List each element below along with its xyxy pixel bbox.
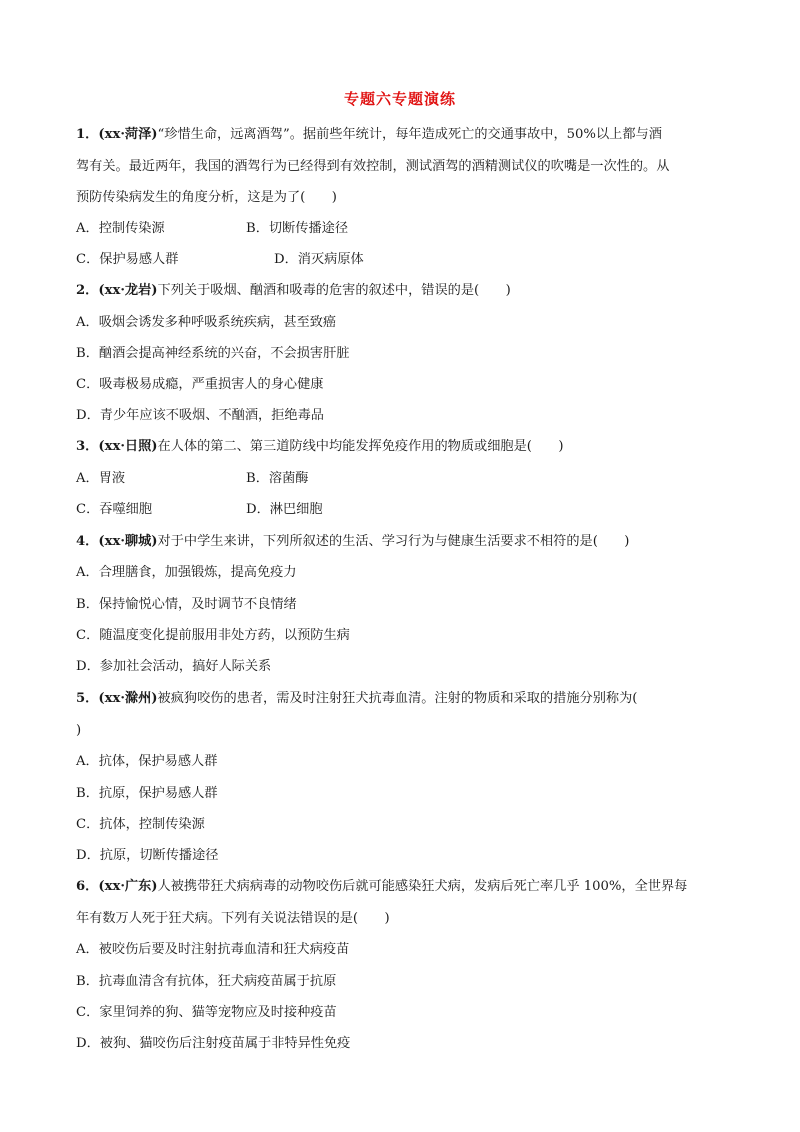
question-4-option-b: B．保持愉悦心情，及时调节不良情绪 [76, 597, 297, 612]
question-number: 1． [76, 127, 99, 142]
question-3-option-d: D．淋巴细胞 [246, 502, 323, 517]
question-1-line-1 [76, 126, 736, 144]
question-6-option-d: D．被狗、猫咬伤后注射疫苗属于非特异性免疫 [76, 1036, 351, 1051]
question-1-option-a: A．控制传染源 [76, 221, 165, 236]
question-4-option-a: A．合理膳食，加强锻炼，提高免疫力 [76, 565, 297, 580]
question-source: (xx·日照) [98, 439, 158, 454]
question-6-line-1 [76, 878, 736, 896]
question-number: 6． [76, 879, 99, 894]
question-2-option-c: C．吸毒极易成瘾，严重损害人的身心健康 [76, 377, 324, 392]
question-text: 对于中学生来讲，下列所叙述的生活、学习行为与健康生活要求不相符的是( ) [157, 534, 630, 549]
question-text: “珍惜生命，远离酒驾”。据前些年统计，每年造成死亡的交通事故中，50%以上都与酒 [157, 127, 662, 142]
question-3-option-a: A．胃液 [76, 471, 126, 486]
question-5-line-2: ) [76, 723, 82, 738]
question-text: 下列关于吸烟、酗酒和吸毒的危害的叙述中，错误的是( ) [157, 283, 511, 298]
question-6-line-2: 年有数万人死于狂犬病。下列有关说法错误的是( ) [76, 911, 390, 926]
question-source: (xx·滁州) [98, 691, 158, 706]
question-3-option-c: C．吞噬细胞 [76, 502, 153, 517]
question-source: (xx·广东) [98, 879, 158, 894]
question-text: 被疯狗咬伤的患者，需及时注射狂犬抗毒血清。注射的物质和采取的措施分别称为( [157, 691, 638, 706]
question-3-option-b: B．溶菌酶 [246, 471, 309, 486]
question-1-option-d: D．消灭病原体 [274, 252, 364, 267]
question-1-line-3: 预防传染病发生的角度分析，这是为了( ) [76, 190, 337, 205]
question-2-option-a: A．吸烟会诱发多种呼吸系统疾病，甚至致癌 [76, 315, 337, 330]
question-5-option-a: A．抗体，保护易感人群 [76, 754, 218, 769]
question-1-option-b: B．切断传播途径 [246, 221, 349, 236]
question-text: 在人体的第二、第三道防线中均能发挥免疫作用的物质或细胞是( ) [157, 439, 564, 454]
question-number: 4． [76, 534, 99, 549]
question-4-line-1 [76, 533, 736, 551]
question-5-option-d: D．抗原，切断传播途径 [76, 848, 219, 863]
question-4-option-d: D．参加社会活动，搞好人际关系 [76, 659, 272, 674]
page-title: 专题六专题演练 [343, 90, 456, 108]
question-4-option-c: C．随温度变化提前服用非处方药，以预防生病 [76, 628, 350, 643]
question-5-line-1 [76, 690, 736, 708]
question-1-line-2: 驾有关。最近两年，我国的酒驾行为已经得到有效控制，测试酒驾的酒精测试仪的吹嘴是一次性的。从 [76, 159, 670, 174]
question-source: (xx·聊城) [98, 534, 158, 549]
question-source: (xx·菏泽) [98, 127, 158, 142]
question-1-option-c: C．保护易感人群 [76, 252, 179, 267]
question-6-option-b: B．抗毒血清含有抗体，狂犬病疫苗属于抗原 [76, 974, 337, 989]
question-source: (xx·龙岩) [98, 283, 158, 298]
question-text: 人被携带狂犬病病毒的动物咬伤后就可能感染狂犬病，发病后死亡率几乎 100%，全世界每 [157, 879, 688, 894]
question-2-option-b: B．酗酒会提高神经系统的兴奋，不会损害肝脏 [76, 346, 350, 361]
question-5-option-b: B．抗原，保护易感人群 [76, 786, 218, 801]
question-2-option-d: D．青少年应该不吸烟、不酗酒，拒绝毒品 [76, 408, 324, 423]
question-2-line-1 [76, 282, 736, 300]
question-number: 2． [76, 283, 99, 298]
question-6-option-a: A．被咬伤后要及时注射抗毒血清和狂犬病疫苗 [76, 942, 350, 957]
question-number: 5． [76, 691, 99, 706]
question-6-option-c: C．家里饲养的狗、猫等宠物应及时接种疫苗 [76, 1005, 337, 1020]
question-3-line-1 [76, 438, 736, 456]
question-5-option-c: C．抗体，控制传染源 [76, 817, 205, 832]
question-number: 3． [76, 439, 99, 454]
